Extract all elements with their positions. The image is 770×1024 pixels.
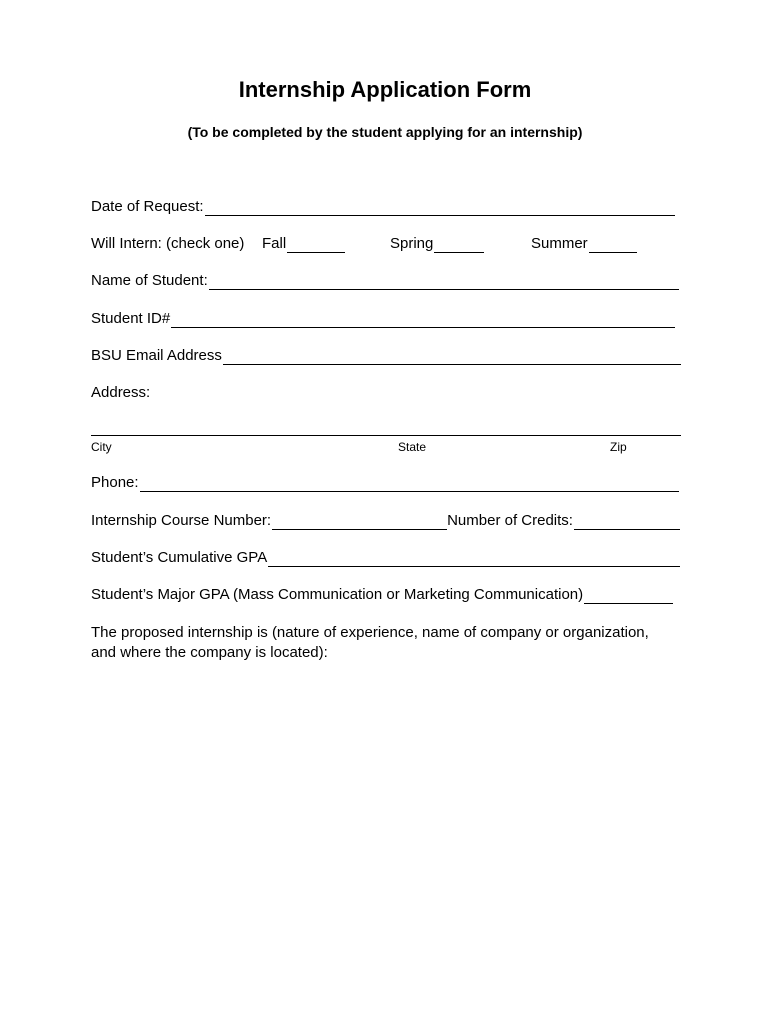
- date-of-request-row: [91, 197, 675, 217]
- spring-field[interactable]: [434, 236, 484, 253]
- course-credits-row: [91, 511, 680, 531]
- major-gpa-row: [91, 585, 673, 605]
- summer-field[interactable]: [589, 236, 637, 253]
- proposed-internship-text: [91, 623, 691, 663]
- course-number-field[interactable]: [272, 513, 447, 530]
- date-of-request-label: Date of Request:: [91, 198, 204, 215]
- state-label: State: [398, 440, 427, 454]
- email-row: [91, 346, 681, 366]
- address-label: Address:: [91, 384, 151, 401]
- proposed-line-1: The proposed internship is (nature of experience, name of company or organization,: [91, 624, 649, 641]
- major-gpa-field[interactable]: [584, 587, 673, 604]
- course-number-label: Internship Course Number:: [91, 512, 272, 529]
- student-id-label: Student ID#: [91, 310, 171, 327]
- email-field[interactable]: [223, 348, 681, 365]
- major-gpa-label: Student’s Major GPA (Mass Communication or Marketing Communication): [91, 586, 584, 603]
- phone-label: Phone:: [91, 474, 139, 491]
- will-intern-row: [91, 234, 244, 254]
- zip-label: Zip: [610, 440, 627, 454]
- spring-label: Spring: [390, 235, 434, 252]
- student-id-field[interactable]: [171, 311, 675, 328]
- date-of-request-field[interactable]: [205, 199, 675, 216]
- student-name-label: Name of Student:: [91, 272, 208, 289]
- proposed-line-2: and where the company is located):: [91, 644, 328, 661]
- will-intern-label: Will Intern: (check one): [91, 235, 245, 252]
- summer-label: Summer: [531, 235, 588, 252]
- spring-option: [390, 234, 484, 254]
- page-subtitle: (To be completed by the student applying for an internship): [187, 124, 583, 140]
- fall-field[interactable]: [287, 236, 345, 253]
- student-name-field[interactable]: [209, 273, 679, 290]
- phone-field[interactable]: [140, 475, 679, 492]
- fall-option: [262, 234, 345, 254]
- cumulative-gpa-field[interactable]: [268, 550, 680, 567]
- phone-row: [91, 473, 679, 493]
- city-label: City: [91, 440, 112, 454]
- page-title: Internship Application Form: [238, 77, 532, 102]
- credits-field[interactable]: [574, 513, 680, 530]
- email-label: BSU Email Address: [91, 347, 222, 364]
- cumulative-gpa-label: Student’s Cumulative GPA: [91, 549, 268, 566]
- summer-option: [531, 234, 637, 254]
- fall-label: Fall: [262, 235, 287, 252]
- cumulative-gpa-row: [91, 548, 680, 568]
- address-line[interactable]: [91, 435, 681, 436]
- credits-label: Number of Credits:: [447, 512, 573, 529]
- student-name-row: [91, 271, 679, 291]
- student-id-row: [91, 309, 675, 329]
